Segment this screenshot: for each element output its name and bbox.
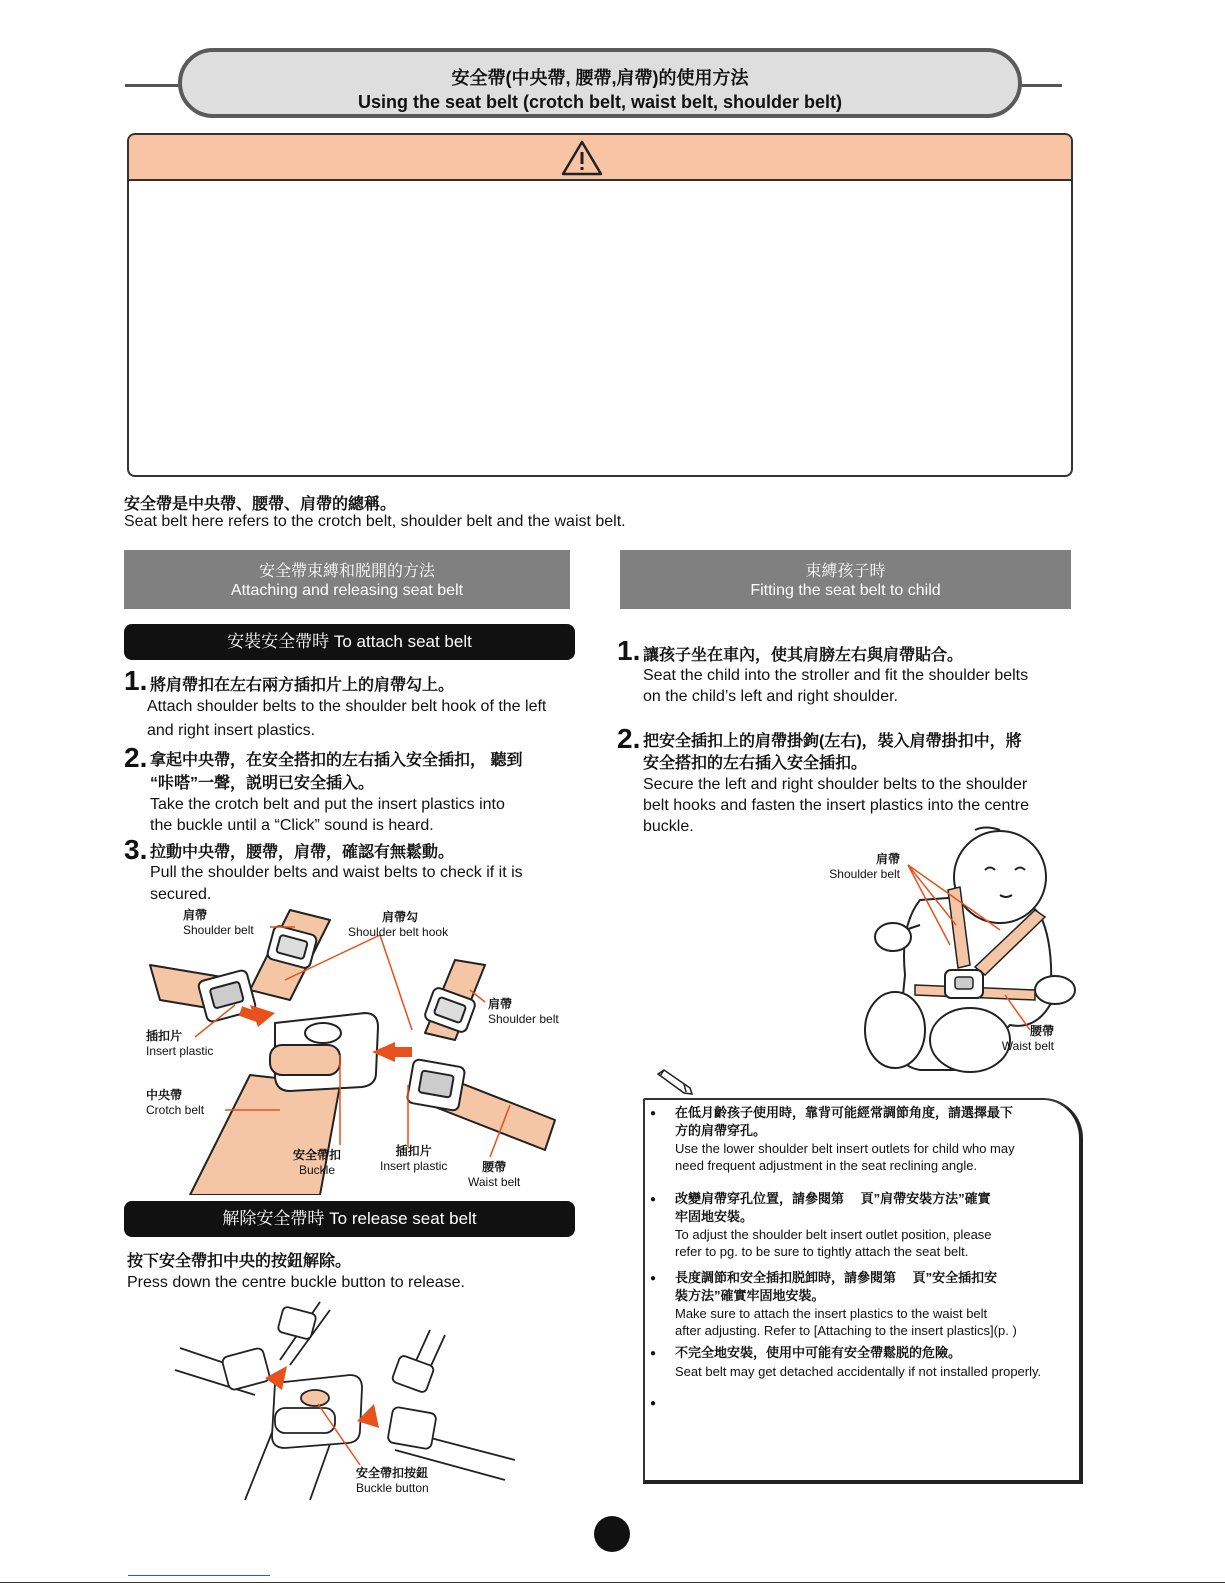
attach-subheader: 安裝安全帶時 To attach seat belt xyxy=(124,624,575,660)
intro-en: Seat belt here refers to the crotch belt, shoulder belt and the waist belt. xyxy=(124,513,626,530)
bullet-icon: ● xyxy=(650,1194,657,1205)
note-zh: 改變肩帶穿孔位置，請參閱第 頁”肩帶安裝方法”確實 牢固地安裝。 xyxy=(675,1191,991,1224)
step-text-zh: 拿起中央帶，在安全搭扣的左右插入安全插扣， 聽到 xyxy=(150,752,523,769)
note-en: To adjust the shoulder belt insert outlet position, please refer to pg. to be sure to tightly attach the seat belt. xyxy=(675,1227,992,1259)
label-shoulder-belt: 肩帶 Shoulder belt xyxy=(183,908,254,937)
release-illustration xyxy=(170,1300,530,1500)
step-text-zh: 把安全插扣上的肩帶掛鉤(左右)，裝入肩帶掛扣中，將 xyxy=(643,733,1022,750)
label-child-waist-belt: 腰帶 Waist belt xyxy=(1001,1024,1055,1053)
page-title-en: Using the seat belt (crotch belt, waist belt, shoulder belt) xyxy=(357,92,843,112)
label-shoulder-belt-hook: 肩帶勾 Shoulder belt hook xyxy=(348,910,449,939)
step-text-zh: 讓孩子坐在車內，使其肩膀左右與肩帶貼合。 xyxy=(643,647,964,664)
warning-box xyxy=(127,133,1073,477)
title-rule-right xyxy=(1020,84,1062,87)
step-text-en: Take the crotch belt and put the insert plastics into xyxy=(150,796,505,813)
step-text-en: Attach shoulder belts to the shoulder belt hook of the left xyxy=(147,698,547,715)
step-text-en: Secure the left and right shoulder belts to the shoulder xyxy=(643,776,1028,793)
step-number: 2. xyxy=(617,723,641,754)
step-text-en: and right insert plastics. xyxy=(147,722,316,739)
step-text-zh: 安全搭扣的左右插入安全插扣。 xyxy=(643,755,868,772)
section-header-attaching-en: Attaching and releasing seat belt xyxy=(230,582,464,599)
section-header-attaching xyxy=(124,550,570,609)
pencil-icon xyxy=(656,1068,696,1096)
release-subheader: 解除安全帶時 To release seat belt xyxy=(124,1201,575,1237)
bullet-icon: ● xyxy=(650,1108,657,1119)
step-number: 1. xyxy=(124,665,148,696)
step-text-en: buckle. xyxy=(643,818,694,835)
step-number: 3. xyxy=(124,834,148,865)
footer-rule xyxy=(0,1582,1225,1583)
note-zh: 長度調節和安全插扣脱卸時，請參閱第 頁”安全插扣安 裝方法”確實牢固地安裝。 xyxy=(675,1270,998,1303)
note-en: Make sure to attach the insert plastics to the waist belt after adjusting. Refer to [Attaching to the insert plastics](p. ) xyxy=(675,1306,1017,1338)
label-child-shoulder-belt: 肩帶 Shoulder belt xyxy=(829,852,901,881)
label-shoulder-belt-2: 肩帶 Shoulder belt xyxy=(488,997,559,1026)
step-text-en: the buckle until a “Click” sound is heard. xyxy=(150,817,434,834)
warning-triangle-icon xyxy=(561,140,603,176)
note-zh: 不完全地安裝，使用中可能有安全帶鬆脱的危險。 xyxy=(675,1345,962,1360)
release-text-zh: 按下安全帶扣中央的按鈕解除。 xyxy=(127,1253,352,1270)
page-number-dot xyxy=(594,1516,630,1552)
note-en: Use the lower shoulder belt insert outlets for child who may need frequent adjustment in the seat reclining angle. xyxy=(675,1141,1015,1173)
intro-zh: 安全帶是中央帶、腰帶、肩帶的總稱。 xyxy=(124,496,397,513)
step-text-zh: 拉動中央帶，腰帶，肩帶，確認有無鬆動。 xyxy=(150,844,455,861)
note-zh: 在低月齡孩子使用時，靠背可能經常調節角度，請選擇最下 方的肩帶穿孔。 xyxy=(675,1105,1014,1138)
footer-link-underline xyxy=(128,1575,270,1576)
bullet-icon: ● xyxy=(650,1273,657,1284)
page-title xyxy=(178,48,1022,118)
label-insert-plastic: 插扣片 Insert plastic xyxy=(146,1029,214,1058)
step-text-zh: “咔嗒”一聲，説明已安全插入。 xyxy=(150,775,375,792)
note-en: Seat belt may get detached accidentally if not installed properly. xyxy=(675,1364,1042,1379)
title-rule-left xyxy=(125,84,180,87)
step-text-en: on the child’s left and right shoulder. xyxy=(643,688,898,705)
bullet-icon: ● xyxy=(650,1398,657,1409)
release-text-en: Press down the centre buckle button to release. xyxy=(127,1274,465,1291)
section-header-fitting-zh: 束縛孩子時 xyxy=(805,563,886,580)
step-text-zh: 將肩帶扣在左右兩方插扣片上的肩帶勾上。 xyxy=(150,677,455,694)
label-buckle-button: 安全帶扣按鈕 Buckle button xyxy=(356,1466,429,1495)
step-text-en: Pull the shoulder belts and waist belts to check if it is xyxy=(150,864,523,881)
step-text-en: Seat the child into the stroller and fit the shoulder belts xyxy=(643,667,1029,684)
section-header-fitting xyxy=(620,550,1071,609)
bullet-icon: ● xyxy=(650,1348,657,1359)
warning-header xyxy=(129,135,1071,181)
step-text-en: secured. xyxy=(150,886,212,903)
label-waist-belt: 腰帶 Waist belt xyxy=(468,1160,521,1189)
step-number: 2. xyxy=(124,742,148,773)
label-insert-plastic-2: 插扣片 Insert plastic xyxy=(380,1144,448,1173)
step-text-en: belt hooks and fasten the insert plastics into the centre xyxy=(643,797,1030,814)
label-crotch-belt: 中央帶 Crotch belt xyxy=(146,1088,205,1117)
step-number: 1. xyxy=(617,635,641,666)
page-title-zh: 安全帶(中央帶, 腰帶,肩帶)的使用方法 xyxy=(451,68,749,88)
section-header-fitting-en: Fitting the seat belt to child xyxy=(750,582,941,599)
label-buckle: 安全帶扣 Buckle xyxy=(293,1148,342,1177)
section-header-attaching-zh: 安全帶束縛和脱開的方法 xyxy=(258,563,435,580)
